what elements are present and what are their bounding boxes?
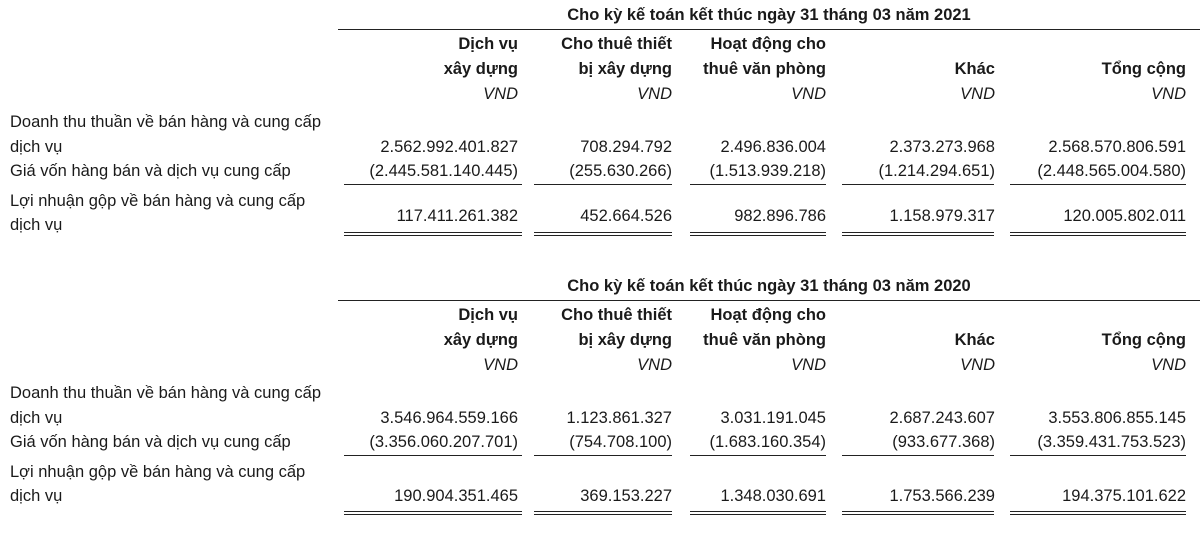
cell-cost-other: (1.214.294.651) xyxy=(878,162,995,180)
cell-revenue-office: 3.031.191.045 xyxy=(720,409,826,427)
total-double-rule xyxy=(842,511,994,515)
period-title: Cho kỳ kế toán kết thúc ngày 31 tháng 03 năm 2021 xyxy=(567,6,971,24)
col-header-construction-line2: xây dựng xyxy=(443,331,518,349)
col-unit-construction: VND xyxy=(483,85,518,103)
col-header-other: Khác xyxy=(954,331,995,349)
cell-gross-equipment: 369.153.227 xyxy=(580,487,672,505)
row-label-revenue-line2: dịch vụ xyxy=(10,409,63,427)
row-label-gross-profit: Lợi nhuận gộp về bán hàng và cung cấp xyxy=(10,463,306,481)
col-header-equipment-line2: bị xây dựng xyxy=(578,60,672,78)
col-unit-office: VND xyxy=(791,85,826,103)
cell-gross-construction: 117.411.261.382 xyxy=(396,207,518,225)
cell-revenue-equipment: 708.294.792 xyxy=(580,138,672,156)
col-header-equipment-line1: Cho thuê thiết xyxy=(561,35,672,53)
cell-cost-total: (2.448.565.004.580) xyxy=(1037,162,1186,180)
cell-cost-equipment: (255.630.266) xyxy=(569,162,672,180)
col-header-office-line1: Hoạt động cho xyxy=(710,306,826,324)
subtotal-rule xyxy=(842,184,994,185)
col-header-office-line1: Hoạt động cho xyxy=(710,35,826,53)
col-unit-other: VND xyxy=(960,356,995,374)
period-rule xyxy=(338,29,1200,30)
total-double-rule xyxy=(690,511,826,515)
col-header-equipment-line1: Cho thuê thiết xyxy=(561,306,672,324)
cell-cost-total: (3.359.431.753.523) xyxy=(1037,433,1186,451)
subtotal-rule xyxy=(534,184,672,185)
cell-revenue-total: 2.568.570.806.591 xyxy=(1048,138,1186,156)
period-rule xyxy=(338,300,1200,301)
total-double-rule xyxy=(690,232,826,236)
row-label-cost: Giá vốn hàng bán và dịch vụ cung cấp xyxy=(10,162,291,180)
subtotal-rule xyxy=(690,184,826,185)
cell-revenue-other: 2.687.243.607 xyxy=(889,409,995,427)
total-double-rule xyxy=(842,232,994,236)
col-unit-construction: VND xyxy=(483,356,518,374)
col-header-total: Tổng cộng xyxy=(1101,60,1186,78)
col-header-construction-line2: xây dựng xyxy=(443,60,518,78)
cell-revenue-total: 3.553.806.855.145 xyxy=(1048,409,1186,427)
row-label-gross-profit-line2: dịch vụ xyxy=(10,487,63,505)
col-header-office-line2: thuê văn phòng xyxy=(703,331,826,349)
col-unit-office: VND xyxy=(791,356,826,374)
subtotal-rule xyxy=(1010,184,1186,185)
col-unit-equipment: VND xyxy=(637,356,672,374)
col-unit-total: VND xyxy=(1151,85,1186,103)
cell-gross-construction: 190.904.351.465 xyxy=(394,487,518,505)
cell-cost-office: (1.513.939.218) xyxy=(709,162,826,180)
cell-gross-total: 194.375.101.622 xyxy=(1062,487,1186,505)
cell-revenue-equipment: 1.123.861.327 xyxy=(566,409,672,427)
cell-revenue-construction: 3.546.964.559.166 xyxy=(380,409,518,427)
period-title: Cho kỳ kế toán kết thúc ngày 31 tháng 03 năm 2020 xyxy=(567,277,971,295)
cell-gross-other: 1.158.979.317 xyxy=(889,207,995,225)
cell-gross-office: 982.896.786 xyxy=(734,207,826,225)
cell-gross-office: 1.348.030.691 xyxy=(720,487,826,505)
subtotal-rule xyxy=(344,455,522,456)
col-header-other: Khác xyxy=(954,60,995,78)
row-label-cost: Giá vốn hàng bán và dịch vụ cung cấp xyxy=(10,433,291,451)
subtotal-rule xyxy=(690,455,826,456)
cell-cost-construction: (2.445.581.140.445) xyxy=(369,162,518,180)
cell-revenue-construction: 2.562.992.401.827 xyxy=(380,138,518,156)
cell-cost-other: (933.677.368) xyxy=(892,433,995,451)
col-header-office-line2: thuê văn phòng xyxy=(703,60,826,78)
row-label-gross-profit-line2: dịch vụ xyxy=(10,216,63,234)
cell-cost-equipment: (754.708.100) xyxy=(569,433,672,451)
cell-revenue-office: 2.496.836.004 xyxy=(720,138,826,156)
subtotal-rule xyxy=(842,455,994,456)
row-label-gross-profit: Lợi nhuận gộp về bán hàng và cung cấp xyxy=(10,192,306,210)
cell-gross-other: 1.753.566.239 xyxy=(889,487,995,505)
col-header-equipment-line2: bị xây dựng xyxy=(578,331,672,349)
subtotal-rule xyxy=(1010,455,1186,456)
cell-cost-office: (1.683.160.354) xyxy=(709,433,826,451)
col-unit-other: VND xyxy=(960,85,995,103)
row-label-revenue: Doanh thu thuần về bán hàng và cung cấp xyxy=(10,384,321,402)
col-header-total: Tổng cộng xyxy=(1101,331,1186,349)
col-header-construction-line1: Dịch vụ xyxy=(458,306,518,324)
total-double-rule xyxy=(534,232,672,236)
total-double-rule xyxy=(1010,511,1186,515)
col-header-construction-line1: Dịch vụ xyxy=(458,35,518,53)
cell-revenue-other: 2.373.273.968 xyxy=(889,138,995,156)
cell-gross-total: 120.005.802.011 xyxy=(1063,207,1186,225)
col-unit-total: VND xyxy=(1151,356,1186,374)
cell-gross-equipment: 452.664.526 xyxy=(580,207,672,225)
subtotal-rule xyxy=(344,184,522,185)
row-label-revenue-line2: dịch vụ xyxy=(10,138,63,156)
total-double-rule xyxy=(1010,232,1186,236)
total-double-rule xyxy=(344,511,522,515)
subtotal-rule xyxy=(534,455,672,456)
total-double-rule xyxy=(344,232,522,236)
total-double-rule xyxy=(534,511,672,515)
col-unit-equipment: VND xyxy=(637,85,672,103)
row-label-revenue: Doanh thu thuần về bán hàng và cung cấp xyxy=(10,113,321,131)
cell-cost-construction: (3.356.060.207.701) xyxy=(369,433,518,451)
